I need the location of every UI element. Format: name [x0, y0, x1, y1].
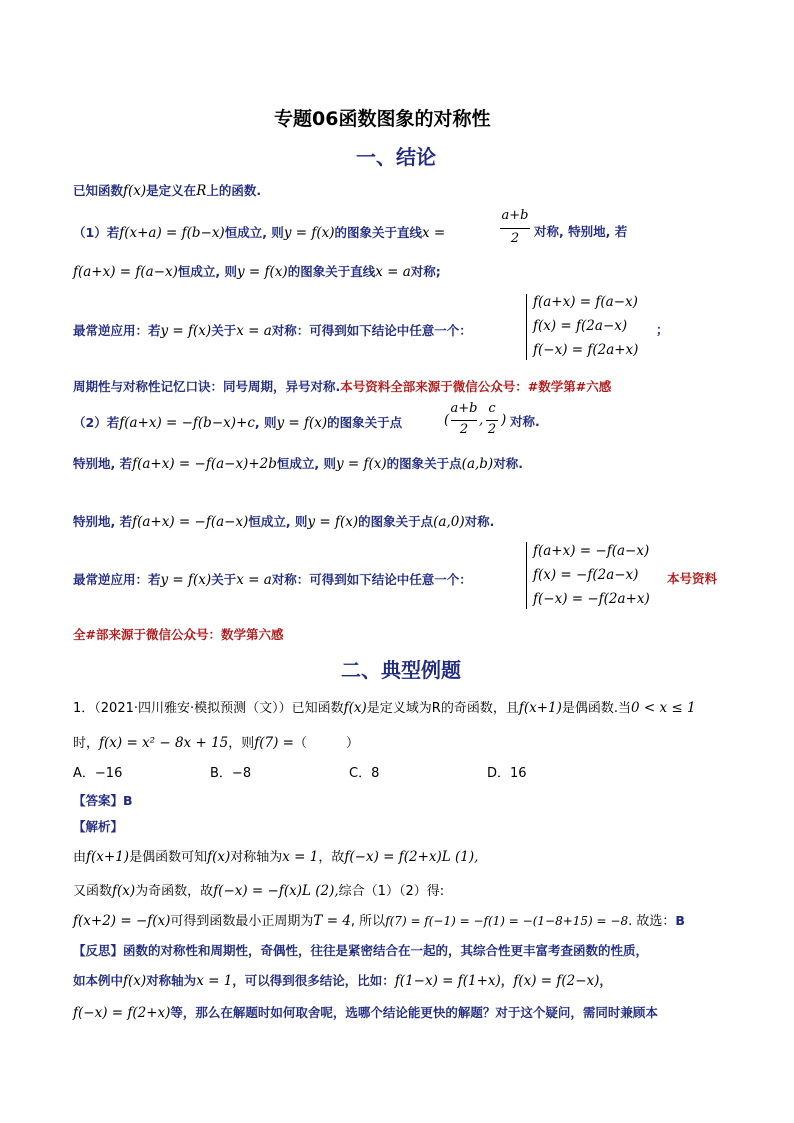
- property-1-tail: 对称, 特别地, 若: [534, 224, 628, 239]
- section-heading-conclusion: 一、结论: [356, 145, 436, 169]
- system-2-eq-3: f(−x) = −f(2a+x): [533, 591, 650, 607]
- axis-fraction-denominator: 2: [510, 231, 520, 246]
- special-case-2-line: 特别地, 若f(a+x) = −f(a−x)恒成立, 则y = f(x)的图象关于点(a,0)对称.: [73, 514, 495, 530]
- solution-line-3: f(x+2) = −f(x)可得到函数最小正周期为T = 4, 所以f(7) = f(−1) = −f(1) = −(1−8+15) = −8. 故选：B: [73, 913, 685, 929]
- system-brace-2: [526, 542, 527, 609]
- application-1-line: 最常逆应用：若y = f(x)关于x = a对称：可得到如下结论中任意一个：: [73, 323, 472, 339]
- point-y-denominator: 2: [487, 422, 497, 437]
- special-case-1-line: 特别地, 若f(a+x) = −f(a−x)+2b恒成立, 则y = f(x)的图象关于点(a,b)对称.: [73, 456, 523, 472]
- point-y-numerator: c: [488, 401, 496, 416]
- system-1-eq-1: f(a+x) = f(a−x): [533, 294, 638, 310]
- source-line: 全#部来源于微信公众号：数学第六感: [73, 627, 284, 642]
- page-title: 专题06函数图象的对称性: [274, 108, 491, 130]
- option-b: B．−8: [210, 766, 252, 781]
- point-paren-right: ): [501, 412, 507, 428]
- system-1-end: ；: [656, 322, 669, 337]
- section-heading-examples: 二、典型例题: [341, 658, 461, 682]
- answer-line: 【答案】B: [73, 793, 133, 808]
- system-2-end: 本号资料: [667, 571, 718, 586]
- solution-line-1: 由f(x+1)是偶函数可知f(x)对称轴为x = 1，故f(−x) = f(2+x)L (1),: [73, 849, 479, 865]
- system-1-eq-2: f(x) = f(2a−x): [533, 318, 628, 334]
- property-1b-line: f(a+x) = f(a−x)恒成立, 则y = f(x)的图象关于直线x = a对称;: [73, 264, 441, 280]
- option-c: C．8: [349, 766, 380, 781]
- property-1-line: （1）若f(x+a) = f(b−x)恒成立, 则y = f(x)的图象关于直线x =: [73, 225, 446, 241]
- analysis-tag: 【解析】: [73, 819, 124, 834]
- system-1-eq-3: f(−x) = f(2a+x): [533, 342, 639, 358]
- question-line-1: 1．（2021·四川雅安·模拟预测（文））已知函数f(x)是定义域为R的奇函数，且f(x+1)是偶函数.当0 < x ≤ 1: [73, 700, 696, 716]
- point-paren-left: (: [444, 412, 450, 428]
- mnemonic-line: 周期性与对称性记忆口诀：同号周期，异号对称.本号资料全部来源于微信公众号：#数学第#六感: [73, 379, 612, 394]
- solution-line-2: 又函数f(x)为奇函数，故f(−x) = −f(x)L (2),综合（1）（2）得:: [73, 883, 445, 899]
- system-2-eq-1: f(a+x) = −f(a−x): [533, 543, 650, 559]
- option-a: A．−16: [73, 766, 123, 781]
- intro-line: 已知函数f(x)是定义在R上的函数.: [73, 183, 262, 199]
- point-comma: ,: [479, 412, 484, 428]
- axis-fraction-bar: [500, 228, 530, 229]
- property-2-line: （2）若f(a+x) = −f(b−x)+c, 则y = f(x)的图象关于点: [73, 415, 403, 431]
- question-line-2: 时，f(x) = x² − 8x + 15，则f(7) =（ ）: [73, 735, 360, 751]
- application-2-line: 最常逆应用：若y = f(x)关于x = a对称：可得到如下结论中任意一个：: [73, 572, 472, 588]
- reflection-line-2: 如本例中f(x)对称轴为x = 1，可以得到很多结论，比如：f(1−x) = f(1+x)，f(x) = f(2−x)，: [73, 973, 612, 989]
- option-d: D．16: [487, 766, 527, 781]
- property-2-tail: 对称.: [510, 414, 540, 429]
- point-x-numerator: a+b: [450, 401, 478, 416]
- axis-fraction-numerator: a+b: [501, 208, 529, 223]
- point-x-bar: [451, 420, 477, 421]
- system-brace-1: [526, 294, 527, 360]
- reflection-line-1: 【反思】函数的对称性和周期性，奇偶性，往往是紧密结合在一起的，其综合性更丰富考查函数的性质，: [73, 943, 649, 958]
- reflection-line-3: f(−x) = f(2+x)等，那么在解题时如何取舍呢，选哪个结论能更快的解题？对于这个疑问，需同时兼顾本: [73, 1005, 658, 1021]
- system-2-eq-2: f(x) = −f(2a−x): [533, 567, 639, 583]
- point-x-denominator: 2: [459, 422, 469, 437]
- point-y-bar: [486, 420, 498, 421]
